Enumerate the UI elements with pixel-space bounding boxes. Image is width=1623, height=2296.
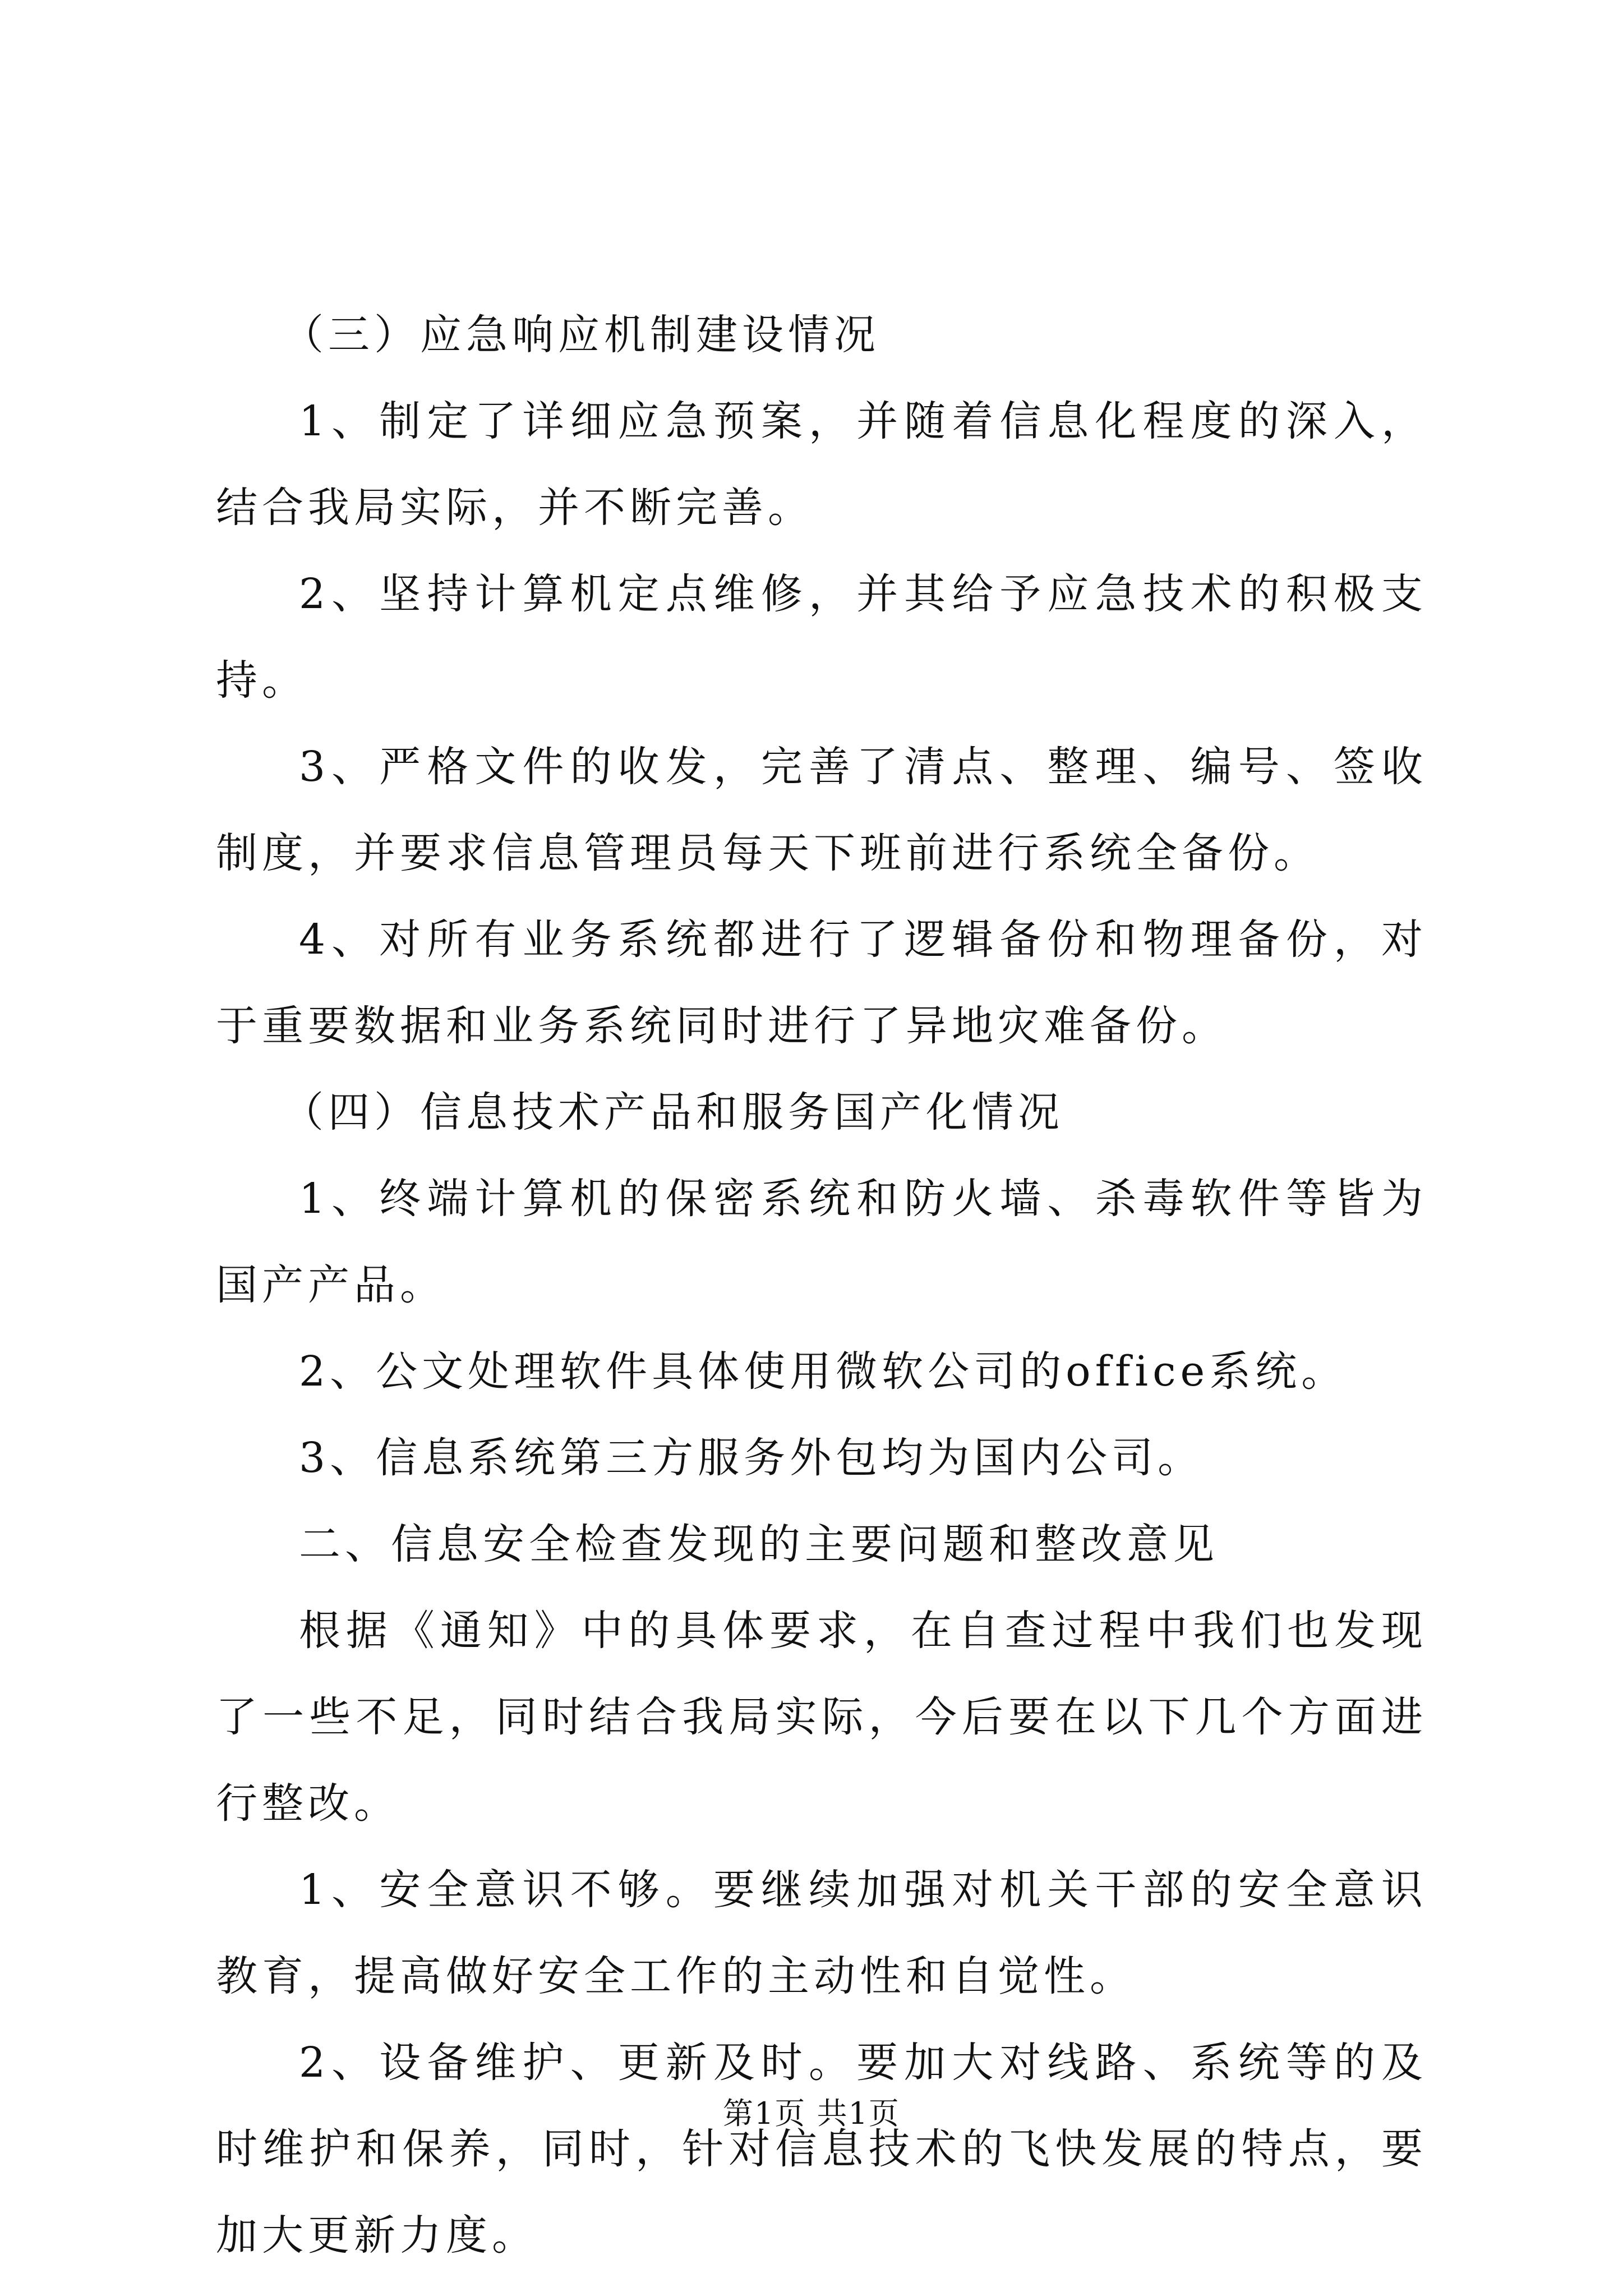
paragraph-item: 3、严格文件的收发，完善了清点、整理、编号、签收制度，并要求信息管理员每天下班前进行系统全备份。	[216, 743, 1427, 877]
section-heading-main-issues: 二、信息安全检查发现的主要问题和整改意见	[299, 1520, 1219, 1568]
section-heading-domestic-products: （四）信息技术产品和服务国产化情况	[282, 1088, 1064, 1137]
paragraph-item: 1、安全意识不够。要继续加强对机关干部的安全意识教育，提高做好安全工作的主动性和自觉性。	[216, 1866, 1427, 2000]
page-number-footer: 第1页 共1页	[723, 2096, 900, 2131]
paragraph-item: 根据《通知》中的具体要求，在自查过程中我们也发现了一些不足，同时结合我局实际，今后要在以下几个方面进行整改。	[216, 1607, 1427, 1828]
paragraph-item: 1、终端计算机的保密系统和防火墙、杀毒软件等皆为国产产品。	[216, 1175, 1427, 1309]
paragraph-item: 2、设备维护、更新及时。要加大对线路、系统等的及时维护和保养，同时，针对信息技术的飞快发展的特点，要加大更新力度。	[216, 2039, 1427, 2260]
paragraph-item: 2、公文处理软件具体使用微软公司的office系统。	[299, 1347, 1348, 1396]
document-body	[216, 292, 1427, 2279]
paragraph-item: 4、对所有业务系统都进行了逻辑备份和物理备份，对于重要数据和业务系统同时进行了异地灾难备份。	[216, 915, 1427, 1050]
paragraph-item: 1、制定了详细应急预案，并随着信息化程度的深入，结合我局实际，并不断完善。	[216, 397, 1427, 532]
paragraph-item: 3、信息系统第三方服务外包均为国内公司。	[299, 1434, 1204, 1482]
paragraph-item: 2、坚持计算机定点维修，并其给予应急技术的积极支持。	[216, 570, 1427, 705]
section-heading-emergency-response: （三）应急响应机制建设情况	[282, 311, 880, 359]
